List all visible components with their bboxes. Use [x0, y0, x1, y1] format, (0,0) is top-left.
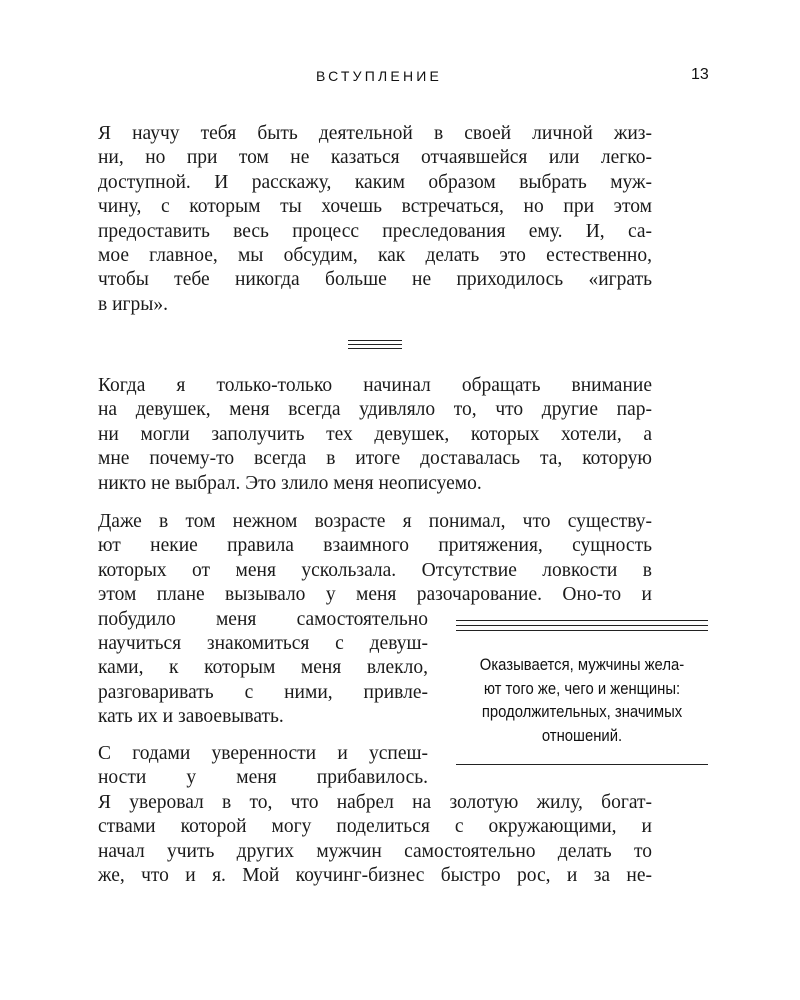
- text-line: научиться знакомиться с девуш-: [98, 633, 428, 655]
- pull-quote-bottom-rule: [456, 764, 708, 765]
- text-line: которых от меня ускользала. Отсутствие ловкости в: [98, 559, 652, 581]
- text-line: ками, к которым меня влекло,: [98, 657, 428, 679]
- text-line: побудило меня самостоятельно: [98, 608, 428, 630]
- paragraph-2: [98, 374, 652, 496]
- text-line: же, что и я. Мой коучинг-бизнес быстро рос, и за не-: [98, 865, 652, 887]
- text-line: доступной. И расскажу, каким образом выбрать муж-: [98, 171, 652, 193]
- text-line: Даже в том нежном возрасте я понимал, что существу-: [98, 511, 652, 532]
- pull-quote-line: ют того же, чего и женщины:: [483, 679, 681, 698]
- text-line: ни, но при том не казаться отчаявшейся или легко-: [98, 147, 652, 169]
- text-line: разговаривать с ними, привле-: [98, 681, 428, 703]
- text-line: ют некие правила взаимного притяжения, сущность: [98, 535, 652, 557]
- text-line: кать их и завоевывать.: [98, 706, 284, 728]
- text-line: Я уверовал в то, что набрел на золотую жилу, богат-: [98, 791, 652, 813]
- section-divider: [348, 340, 402, 354]
- text-line: Я научу тебя быть деятельной в своей личной жиз-: [98, 123, 652, 144]
- text-line: в игры».: [98, 293, 168, 315]
- pull-quote: [456, 620, 708, 768]
- text-line: ствами которой могу поделиться с окружающими, и: [98, 816, 652, 838]
- text-line: ни могли заполучить тех девушек, которых хотели, а: [98, 423, 652, 445]
- text-line: начал учить других мужчин самостоятельно делать то: [98, 840, 652, 862]
- text-line: никто не выбрал. Это злило меня неописуемо.: [98, 472, 482, 494]
- page-number: 13: [691, 66, 709, 83]
- text-line: на девушек, меня всегда удивляло то, что другие пар-: [98, 399, 652, 421]
- text-line: мое главное, мы обсудим, как делать это естественно,: [98, 245, 652, 267]
- pull-quote-line: продолжительных, значимых: [481, 703, 683, 721]
- running-header-title: ВСТУПЛЕНИЕ: [316, 68, 443, 84]
- pull-quote-text: [469, 654, 696, 748]
- text-line: чтобы тебе никогда больше не приходилось «играть: [98, 269, 652, 291]
- text-line: чину, с которым ты хочешь встречаться, но при этом: [98, 196, 652, 218]
- paragraph-1: [98, 122, 652, 317]
- text-line: С годами уверенности и успеш-: [98, 743, 428, 764]
- pull-quote-line: Оказывается, мужчины жела-: [479, 656, 685, 674]
- text-line: предоставить весь процесс преследования ему. И, са-: [98, 220, 652, 242]
- text-line: мне почему-то всегда в итоге доставалась та, которую: [98, 448, 652, 470]
- text-line: Когда я только-только начинал обращать внимание: [98, 375, 652, 396]
- text-line: этом плане вызывало у меня разочарование. Оно-то и: [98, 584, 652, 606]
- pull-quote-top-rule: [456, 620, 708, 635]
- pull-quote-line: отношений.: [541, 726, 623, 745]
- text-line: ности у меня прибавилось.: [98, 767, 428, 789]
